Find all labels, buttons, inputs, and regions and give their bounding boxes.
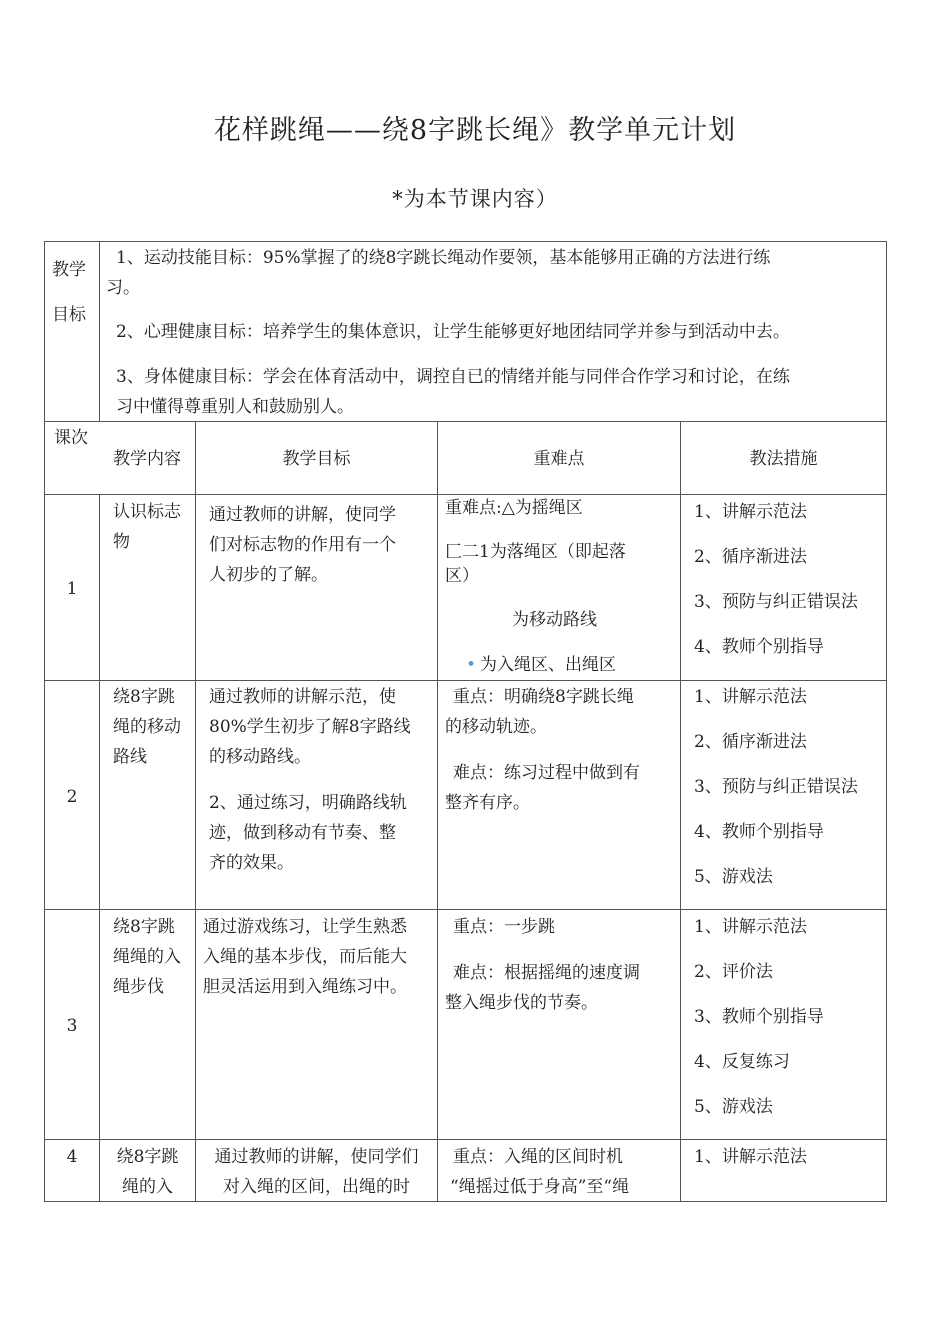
lesson-goal: 通过游戏练习，让学生熟悉 入绳的基本步伐，而后能大 胆灵活运用到入绳练习中。 [203, 917, 407, 997]
goals-label-line1: 教学 [52, 260, 86, 280]
lesson-key-points: 重点：入绳的区间时机 “绳摇过低于身高”至“绳 [450, 1147, 630, 1197]
goal-item-1-line1: 1、运动技能目标：95%掌握了的绕8字跳长绳动作要领，基本能够用正确的方法进行练 [116, 248, 771, 268]
document-subtitle: *为本节课内容） [392, 187, 558, 211]
bullet-icon: • [466, 655, 477, 675]
lesson-number: 1 [66, 579, 78, 599]
lesson-goal: 通过教师的讲解，使同学 们对标志物的作用有一个 人初步的了解。 [209, 505, 396, 585]
header-content: 教学内容 [113, 449, 181, 469]
goal-item-2: 2、心理健康目标：培养学生的集体意识，让学生能够更好地团结同学并参与到活动中去。 [116, 322, 790, 342]
header-lesson: 课次 [54, 428, 88, 448]
goal-item-3-line1: 3、身体健康目标：学会在体育活动中，调控自已的情绪并能与同伴合作学习和讨论，在练 [116, 367, 790, 387]
lesson-number: 2 [66, 787, 78, 807]
lesson-goal: 通过教师的讲解，使同学们 对入绳的区间，出绳的时 [214, 1147, 419, 1197]
goals-label-line2: 目标 [52, 305, 86, 325]
goal-item-3-line2: 习中懂得尊重别人和鼓励别人。 [116, 397, 354, 417]
lesson-content: 认识标志 物 [113, 502, 181, 552]
lesson-content: 绕8字跳 绳的移动 路线 [113, 687, 181, 767]
goal-item-1-line2: 习。 [106, 278, 140, 298]
lesson-number: 4 [66, 1147, 78, 1167]
lesson-content: 绕8字跳 绳绳的入 绳步伐 [113, 917, 181, 997]
header-key-points: 重难点 [533, 449, 585, 469]
lesson-methods: 1、讲解示范法 [694, 1147, 807, 1167]
lesson-content: 绕8字跳 绳的入 [116, 1147, 179, 1197]
header-methods: 教法措施 [749, 449, 818, 469]
header-goal: 教学目标 [282, 449, 351, 469]
lesson-number: 3 [66, 1016, 78, 1036]
document-title: 花样跳绳——绕8字跳长绳》教学单元计划 [213, 115, 737, 146]
